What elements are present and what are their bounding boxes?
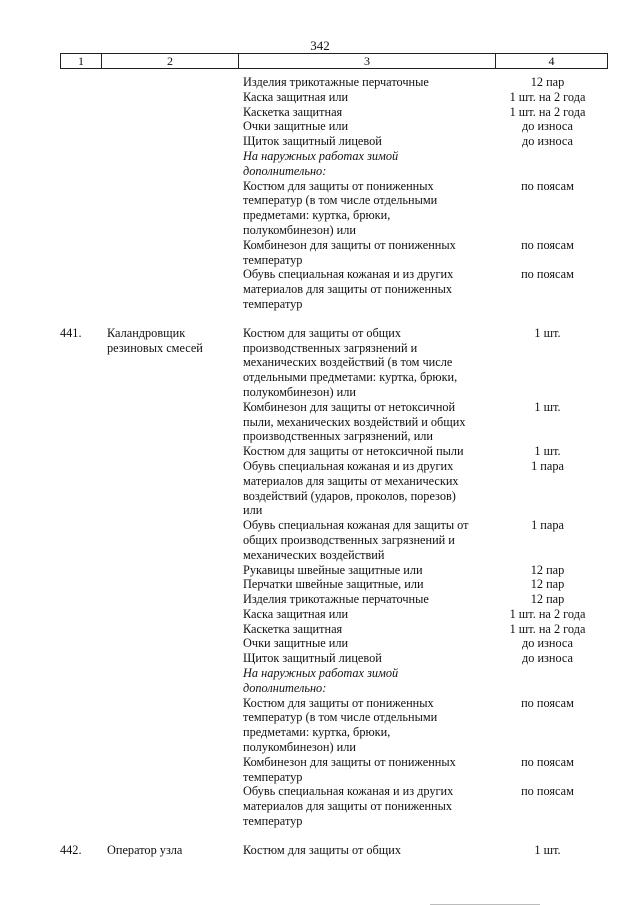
- issue-norm: по поясам: [521, 237, 574, 252]
- issue-norm: 12 пар: [530, 577, 565, 592]
- equipment-list: [240, 75, 608, 312]
- equipment-description: Каска защитная или: [243, 606, 349, 621]
- equipment-description: Обувь специальная кожаная и из других материалов для защиты от механических воздействий (ударов, проколов, порезов) или: [243, 458, 459, 518]
- list-item: [240, 105, 608, 120]
- issue-norm: 1 пара: [531, 518, 564, 533]
- list-item: [240, 577, 608, 592]
- occupation-name: Оператор узла: [107, 842, 183, 857]
- equipment-description: Костюм для защиты от общих: [243, 842, 401, 857]
- equipment-description: Очки защитные или: [243, 119, 349, 134]
- list-item: [240, 518, 608, 562]
- table-row: [60, 326, 608, 829]
- equipment-description: Комбинезон для защиты от нетоксичной пыли, механических воздействий и общих производственных загрязнений, или: [243, 399, 466, 444]
- page-number: 342: [310, 38, 330, 53]
- equipment-description: Очки защитные или: [243, 636, 349, 651]
- issue-norm: [490, 149, 605, 179]
- equipment-description: Комбинезон для защиты от пониженных температур: [243, 754, 456, 784]
- equipment-description: Изделия трикотажные перчаточные: [243, 75, 429, 89]
- list-item: [240, 843, 608, 858]
- issue-norm: 1 шт. на 2 года: [509, 104, 586, 119]
- list-item: [240, 563, 608, 578]
- list-item: [240, 459, 608, 518]
- header-col-2: 2: [102, 54, 239, 68]
- table-header: [60, 53, 608, 69]
- equipment-description: Щиток защитный лицевой: [243, 134, 382, 149]
- equipment-description: На наружных работах зимой дополнительно:: [243, 148, 399, 178]
- list-item: [240, 134, 608, 149]
- list-item: [240, 607, 608, 622]
- occupation-name: Каландровщик резиновых смесей: [107, 325, 203, 355]
- equipment-description: Каска защитная или: [243, 89, 349, 104]
- header-col-1: 1: [61, 54, 102, 68]
- list-item: [240, 755, 608, 785]
- equipment-description: На наружных работах зимой дополнительно:: [243, 666, 399, 695]
- occupation-name: [104, 75, 240, 312]
- issue-norm: 1 шт. на 2 года: [509, 606, 586, 621]
- issue-norm: 12 пар: [530, 75, 565, 89]
- block-gap: [60, 312, 608, 326]
- issue-norm: по поясам: [521, 754, 574, 769]
- list-item: [240, 238, 608, 268]
- header-col-4: 4: [548, 54, 555, 68]
- issue-norm: по поясам: [521, 695, 574, 710]
- equipment-list: [240, 843, 608, 858]
- issue-norm: 1 шт.: [534, 842, 561, 857]
- issue-norm: до износа: [521, 134, 574, 149]
- list-item: [240, 326, 608, 400]
- issue-norm: до износа: [521, 636, 574, 651]
- table-row: [60, 75, 608, 312]
- equipment-list: [240, 326, 608, 829]
- issue-norm: 1 шт.: [534, 399, 561, 414]
- equipment-description: Костюм для защиты от пониженных температур (в том числе отдельными предметами: куртка, брюки, полукомбинезон) или: [243, 695, 438, 755]
- issue-norm: 1 шт. на 2 года: [509, 621, 586, 636]
- table-body: [60, 75, 608, 858]
- issue-norm: по поясам: [521, 784, 574, 799]
- equipment-description: Обувь специальная кожаная и из других материалов для защиты от пониженных температур: [243, 784, 454, 829]
- list-item: [240, 179, 608, 238]
- equipment-description: Каскетка защитная: [243, 621, 343, 636]
- list-item: [240, 400, 608, 444]
- issue-norm: 1 пара: [531, 458, 564, 473]
- list-item: [240, 444, 608, 459]
- list-item: [240, 636, 608, 651]
- issue-norm: 12 пар: [530, 562, 565, 577]
- equipment-description: Обувь специальная кожаная для защиты от общих производственных загрязнений и механических воздействий: [243, 518, 469, 562]
- equipment-description: Костюм для защиты от общих производственных загрязнений и механических воздействий (в том числе отдельными предметами: куртка, брюки, полукомбинезон) или: [243, 325, 458, 399]
- entry-number: [60, 75, 104, 312]
- issue-norm: 1 шт.: [534, 444, 561, 459]
- issue-norm: по поясам: [521, 267, 574, 282]
- equipment-description: Комбинезон для защиты от пониженных температур: [243, 237, 456, 267]
- list-item: [240, 622, 608, 637]
- table-row: [60, 843, 608, 858]
- equipment-description: Перчатки швейные защитные, или: [243, 577, 424, 592]
- issue-norm: 12 пар: [530, 592, 565, 607]
- list-item: [240, 75, 608, 90]
- equipment-description: Рукавицы швейные защитные или: [243, 562, 423, 577]
- list-item: [240, 784, 608, 828]
- issue-norm: до износа: [521, 651, 574, 666]
- list-item: [240, 651, 608, 666]
- issue-norm: по поясам: [521, 178, 574, 193]
- list-item: [240, 119, 608, 134]
- list-item: [240, 267, 608, 311]
- condition-note: [240, 149, 608, 179]
- condition-note: [240, 666, 608, 696]
- block-gap: [60, 829, 608, 843]
- equipment-description: Каскетка защитная: [243, 104, 343, 119]
- equipment-description: Костюм для защиты от пониженных температур (в том числе отдельными предметами: куртка, брюки, полукомбинезон) или: [243, 178, 438, 237]
- equipment-description: Костюм для защиты от нетоксичной пыли: [243, 444, 464, 459]
- entry-number: 441.: [60, 325, 82, 340]
- list-item: [240, 592, 608, 607]
- equipment-description: Изделия трикотажные перчаточные: [243, 592, 429, 607]
- issue-norm: до износа: [521, 119, 574, 134]
- list-item: [240, 696, 608, 755]
- issue-norm: 1 шт.: [534, 325, 561, 340]
- entry-number: 442.: [60, 842, 82, 857]
- equipment-description: Щиток защитный лицевой: [243, 651, 382, 666]
- list-item: [240, 90, 608, 105]
- equipment-description: Обувь специальная кожаная и из других материалов для защиты от пониженных температур: [243, 267, 454, 311]
- header-col-3: 3: [239, 54, 496, 68]
- issue-norm: [490, 666, 605, 696]
- issue-norm: 1 шт. на 2 года: [509, 89, 586, 104]
